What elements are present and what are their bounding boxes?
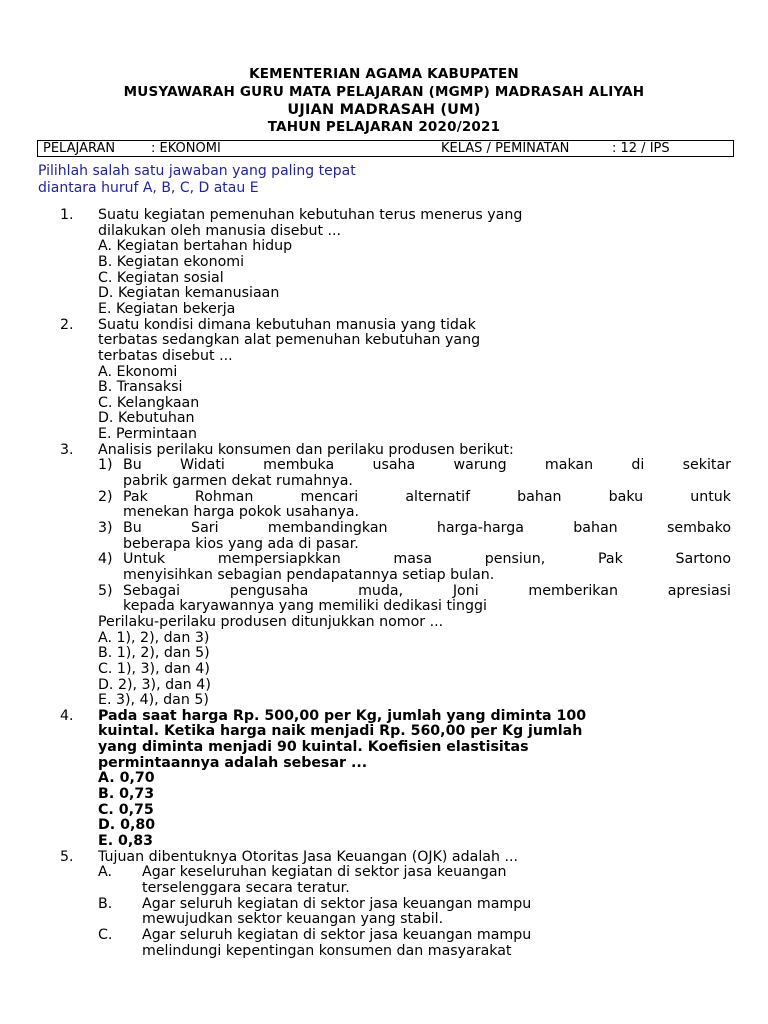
question-stem-line: Analisis perilaku konsumen dan perilaku produsen berikut: <box>98 441 514 458</box>
statement-text: Sebagai pengusaha muda, Joni memberikan apresiasi <box>123 582 731 599</box>
answer-option-letter: A. <box>98 864 112 881</box>
answer-option-letter: C. <box>98 926 113 943</box>
statement-number: 5) <box>98 582 113 599</box>
answer-option: C. 1), 3), dan 4) <box>98 660 210 677</box>
statement-text: Pak Rohman mencari alternatif bahan baku untuk <box>123 488 731 505</box>
statement-text: Bu Widati membuka usaha warung makan di sekitar <box>123 457 731 474</box>
question-number: 5. <box>60 848 74 865</box>
statement-number: 2) <box>98 488 113 505</box>
answer-option: E. 0,83 <box>98 833 154 849</box>
instructions-line-2: diantara huruf A, B, C, D atau E <box>38 180 259 196</box>
class-label: KELAS / PEMINATAN <box>441 141 570 156</box>
answer-option-text: Agar keseluruhan kegiatan di sektor jasa keuangan <box>142 864 507 881</box>
question-stem-line: dilakukan oleh manusia disebut ... <box>98 222 342 239</box>
statement-text: pabrik garmen dekat rumahnya. <box>123 473 353 490</box>
question-stem-line: Suatu kegiatan pemenuhan kebutuhan terus menerus yang <box>98 207 523 223</box>
answer-option: E. Permintaan <box>98 426 198 443</box>
statement-text: menekan harga pokok usahanya. <box>123 504 360 521</box>
answer-option: E. 3), 4), dan 5) <box>98 692 209 709</box>
statement-text: Untuk mempersiapkkan masa pensiun, Pak Sartono <box>123 551 731 568</box>
statement-text: kepada karyawannya yang memiliki dedikasi tinggi <box>123 598 487 615</box>
question-number: 1. <box>60 207 74 223</box>
question-number: 3. <box>60 441 74 458</box>
question-stem-line: terbatas disebut ... <box>98 347 233 364</box>
answer-option: A. 1), 2), dan 3) <box>98 629 210 646</box>
academic-year: TAHUN PELAJARAN 2020/2021 <box>267 119 501 135</box>
answer-option: E. Kegiatan bekerja <box>98 300 236 317</box>
answer-option-letter: B. <box>98 895 113 912</box>
question-stem-line: permintaannya adalah sebesar ... <box>98 754 368 771</box>
question-prompt: Perilaku-perilaku produsen ditunjukkan nomor ... <box>98 613 444 630</box>
statement-number: 3) <box>98 520 113 536</box>
answer-option: B. Kegiatan ekonomi <box>98 253 245 270</box>
question-number: 2. <box>60 316 74 333</box>
answer-option: A. 0,70 <box>98 770 155 787</box>
question-stem-line: Pada saat harga Rp. 500,00 per Kg, jumlah yang diminta 100 <box>98 707 587 724</box>
subject-label: PELAJARAN <box>43 141 116 156</box>
answer-option: C. Kegiatan sosial <box>98 269 224 286</box>
statement-number: 1) <box>98 457 113 474</box>
answer-option: C. Kelangkaan <box>98 394 200 411</box>
answer-option: D. Kebutuhan <box>98 410 195 427</box>
subject-info-box <box>37 140 734 157</box>
answer-option: B. 0,73 <box>98 786 155 803</box>
mgmp-title: MUSYAWARAH GURU MATA PELAJARAN (MGMP) MADRASAH ALIYAH <box>123 84 645 100</box>
answer-option-text: mewujudkan sektor keuangan yang stabil. <box>142 911 444 928</box>
answer-option: B. Transaksi <box>98 379 183 396</box>
statement-text: beberapa kios yang ada di pasar. <box>123 535 359 552</box>
answer-option: A. Kegiatan bertahan hidup <box>98 238 293 255</box>
statement-text: menyisihkan sebagian pendapatannya setiap bulan. <box>123 566 495 583</box>
ministry-title: KEMENTERIAN AGAMA KABUPATEN <box>249 66 519 82</box>
answer-option: D. 2), 3), dan 4) <box>98 676 211 693</box>
answer-option: B. 1), 2), dan 5) <box>98 645 210 662</box>
question-stem-line: Tujuan dibentuknya Otoritas Jasa Keuangan (OJK) adalah ... <box>98 848 518 865</box>
question-stem-line: terbatas sedangkan alat pemenuhan kebutuhan yang <box>98 332 481 349</box>
statement-number: 4) <box>98 551 113 568</box>
answer-option: D. 0,80 <box>98 817 156 834</box>
question-number: 4. <box>60 707 74 724</box>
answer-option-text: Agar seluruh kegiatan di sektor jasa keuangan mampu <box>142 926 532 943</box>
answer-option: C. 0,75 <box>98 801 154 818</box>
answer-option-text: melindungi kepentingan konsumen dan masyarakat <box>142 942 512 959</box>
statement-text: Bu Sari membandingkan harga-harga bahan sembako <box>123 520 731 536</box>
question-stem-line: kuintal. Ketika harga naik menjadi Rp. 560,00 per Kg jumlah <box>98 723 583 740</box>
question-stem-line: Suatu kondisi dimana kebutuhan manusia yang tidak <box>98 316 476 333</box>
answer-option-text: terselenggara secara teratur. <box>142 879 350 896</box>
exam-title: UJIAN MADRASAH (UM) <box>287 102 481 118</box>
question-stem-line: yang diminta menjadi 90 kuintal. Koefisien elastisitas <box>98 739 529 756</box>
answer-option: D. Kegiatan kemanusiaan <box>98 285 280 302</box>
subject-value: : EKONOMI <box>151 141 221 156</box>
answer-option: A. Ekonomi <box>98 363 178 380</box>
answer-option-text: Agar seluruh kegiatan di sektor jasa keuangan mampu <box>142 895 532 912</box>
class-value: : 12 / IPS <box>612 141 670 156</box>
instructions-line-1: Pilihlah salah satu jawaban yang paling tepat <box>38 163 356 179</box>
